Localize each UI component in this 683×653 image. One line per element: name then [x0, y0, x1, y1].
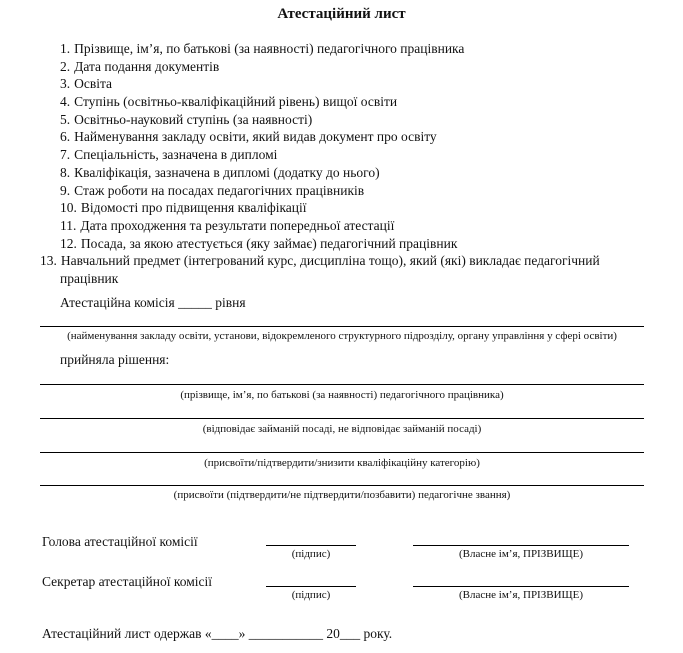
commission-name-line: [40, 326, 644, 327]
list-item: 2. Дата подання документів: [60, 58, 220, 74]
signature-caption-head: (підпис): [291, 548, 331, 560]
list-item: 10. Відомості про підвищення кваліфікації: [60, 200, 307, 216]
decision-caption-1: (прізвище, ім’я, по батькові (за наявності) педагогічного працівника): [180, 389, 504, 401]
name-line-secretary: [413, 586, 629, 587]
name-line-head: [413, 545, 629, 546]
list-item: 11. Дата проходження та результати попередньої атестації: [60, 217, 395, 233]
decision-line-4: [40, 485, 644, 486]
list-item: 12. Посада, за якою атестується (яку займає) педагогічний працівник: [60, 235, 458, 251]
signature-role-secretary: Секретар атестаційної комісії: [42, 574, 213, 589]
decision-line-1: [40, 384, 644, 385]
signature-line-head: [266, 545, 356, 546]
list-item: 3. Освіта: [60, 76, 113, 92]
received-line: Атестаційний лист одержав «____» ___________ 20___ року.: [42, 626, 393, 641]
signature-caption-secretary: (підпис): [291, 589, 331, 601]
list-item: 8. Кваліфікація, зазначена в дипломі (додатку до нього): [60, 164, 380, 180]
list-item: 1. Прізвище, ім’я, по батькові (за наявності) педагогічного працівника: [60, 41, 465, 56]
list-item: 7. Спеціальність, зазначена в дипломі: [60, 147, 278, 163]
document-title: Атестаційний лист: [277, 6, 406, 22]
decision-caption-4: (присвоїти (підтвердити/не підтвердити/позбавити) педагогічне звання): [173, 489, 511, 501]
decision-caption-2: (відповідає займаній посаді, не відповідає займаній посаді): [202, 423, 482, 435]
name-caption-secretary: (Власне ім’я, ПРІЗВИЩЕ): [458, 589, 583, 601]
commission-caption: (найменування закладу освіти, установи, відокремленого структурного підрозділу, органу управління у сфері освіти): [67, 330, 617, 342]
decision-line-3: [40, 452, 644, 453]
signature-role-head: Голова атестаційної комісії: [42, 534, 198, 549]
signature-line-secretary: [266, 586, 356, 587]
list-item: 13. Навчальний предмет (інтегрований курс, дисципліна тощо), який (які) викладає педагогічний працівник: [40, 253, 600, 286]
name-caption-head: (Власне ім’я, ПРІЗВИЩЕ): [458, 548, 583, 560]
commission-label: Атестаційна комісія _____ рівня: [60, 295, 246, 310]
decision-line-2: [40, 418, 644, 419]
items-list: [40, 40, 660, 288]
decision-label: прийняла рішення:: [60, 352, 170, 367]
decision-caption-3: (присвоїти/підтвердити/знизити кваліфікаційну категорію): [204, 457, 480, 469]
list-item: 6. Найменування закладу освіти, який видав документ про освіту: [60, 129, 437, 145]
list-item: 9. Стаж роботи на посадах педагогічних працівників: [60, 182, 365, 198]
list-item: 5. Освітньо-науковий ступінь (за наявності): [60, 111, 313, 127]
list-item: 4. Ступінь (освітньо-кваліфікаційний рівень) вищої освіти: [60, 94, 398, 110]
